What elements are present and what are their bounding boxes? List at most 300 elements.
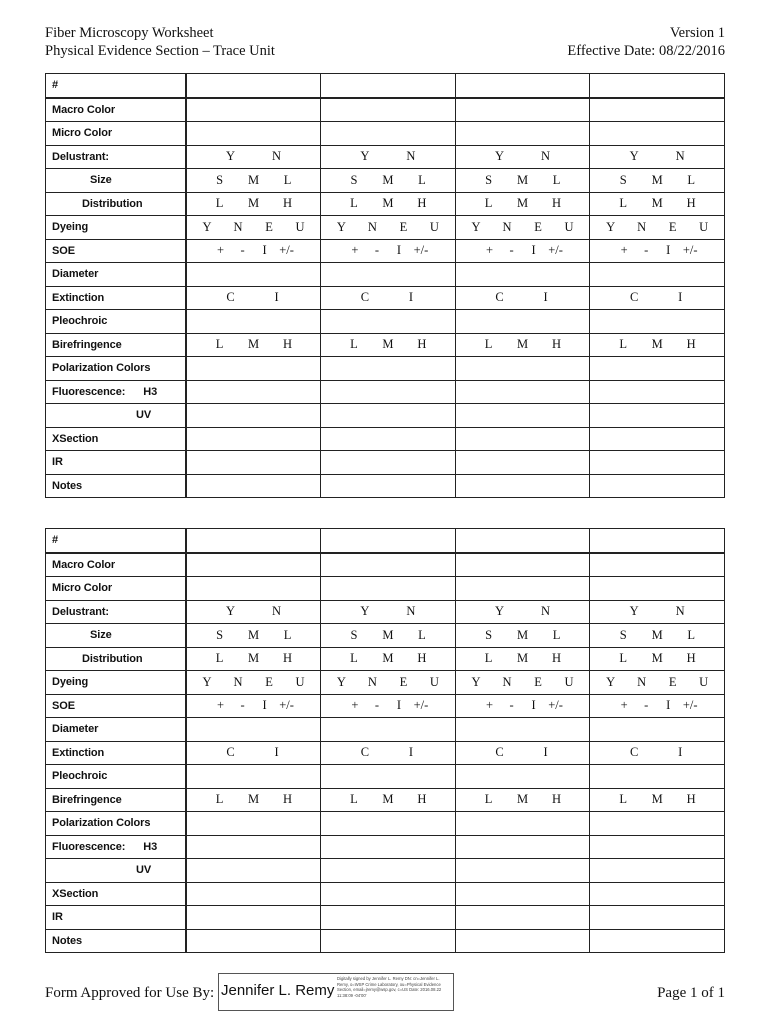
option-size[interactable]: S	[350, 172, 358, 187]
option-delustrant[interactable]: N	[272, 149, 282, 164]
sample-cell[interactable]	[590, 812, 725, 836]
option-size[interactable]: L	[418, 627, 426, 642]
sample-cell[interactable]	[186, 741, 321, 765]
option-distribution[interactable]: H	[552, 651, 562, 666]
option-soe[interactable]: I	[396, 243, 402, 258]
option-birefringence[interactable]: H	[552, 792, 562, 807]
option-soe[interactable]: -	[644, 698, 649, 713]
option-soe[interactable]: I	[262, 243, 267, 258]
option-extinction[interactable]: C	[226, 290, 235, 305]
sample-cell[interactable]	[321, 577, 456, 601]
option-size[interactable]: M	[651, 627, 663, 642]
option-size[interactable]: M	[248, 627, 260, 642]
option-distribution[interactable]: H	[283, 651, 293, 666]
sample-cell[interactable]	[455, 286, 590, 310]
option-distribution[interactable]: M	[517, 651, 529, 666]
sample-cell[interactable]	[321, 122, 456, 146]
sample-cell[interactable]	[590, 263, 725, 287]
sample-cell[interactable]	[455, 216, 590, 240]
option-distribution[interactable]: H	[283, 196, 293, 211]
sample-cell[interactable]	[590, 239, 725, 263]
option-soe[interactable]: -	[240, 698, 245, 713]
sample-cell[interactable]	[455, 694, 590, 718]
option-birefringence[interactable]: M	[651, 337, 663, 352]
option-distribution[interactable]: M	[651, 651, 663, 666]
sample-cell[interactable]	[455, 577, 590, 601]
sample-cell[interactable]	[186, 216, 321, 240]
option-dyeing[interactable]: Y	[202, 674, 212, 689]
sample-cell[interactable]	[186, 145, 321, 169]
sample-cell[interactable]	[186, 859, 321, 883]
sample-cell[interactable]	[590, 474, 725, 498]
sample-cell[interactable]	[590, 98, 725, 122]
option-birefringence[interactable]: H	[283, 337, 293, 352]
option-delustrant[interactable]: Y	[629, 149, 639, 164]
option-extinction[interactable]: I	[678, 745, 683, 760]
option-soe[interactable]: -	[509, 243, 514, 258]
option-size[interactable]: L	[552, 627, 561, 642]
option-distribution[interactable]: L	[215, 651, 224, 666]
option-extinction[interactable]: I	[678, 290, 683, 305]
sample-cell[interactable]	[321, 929, 456, 953]
sample-cell[interactable]	[186, 694, 321, 718]
sample-cell[interactable]	[455, 835, 590, 859]
option-distribution[interactable]: L	[350, 651, 358, 666]
sample-cell[interactable]	[590, 169, 725, 193]
option-birefringence[interactable]: H	[686, 337, 696, 352]
option-dyeing[interactable]: U	[564, 674, 574, 689]
sample-cell[interactable]	[455, 765, 590, 789]
sample-cell[interactable]	[455, 74, 590, 98]
sample-cell[interactable]	[590, 427, 725, 451]
option-dyeing[interactable]: E	[668, 219, 677, 234]
option-delustrant[interactable]: Y	[495, 604, 505, 619]
option-birefringence[interactable]: L	[619, 337, 627, 352]
sample-cell[interactable]	[455, 474, 590, 498]
sample-cell[interactable]	[186, 788, 321, 812]
sample-cell[interactable]	[186, 357, 321, 381]
sample-cell[interactable]	[590, 357, 725, 381]
sample-cell[interactable]	[455, 239, 590, 263]
sample-cell[interactable]	[321, 788, 456, 812]
option-extinction[interactable]: C	[630, 290, 639, 305]
sample-cell[interactable]	[590, 529, 725, 553]
sample-cell[interactable]	[321, 553, 456, 577]
option-extinction[interactable]: C	[630, 745, 639, 760]
option-delustrant[interactable]: Y	[226, 149, 236, 164]
option-birefringence[interactable]: L	[484, 337, 493, 352]
sample-cell[interactable]	[590, 74, 725, 98]
option-delustrant[interactable]: N	[406, 149, 416, 164]
option-dyeing[interactable]: Y	[606, 674, 616, 689]
sample-cell[interactable]	[590, 333, 725, 357]
option-size[interactable]: S	[485, 627, 493, 642]
option-dyeing[interactable]: U	[429, 219, 439, 234]
option-delustrant[interactable]: N	[675, 604, 685, 619]
sample-cell[interactable]	[321, 192, 456, 216]
sample-cell[interactable]	[455, 98, 590, 122]
option-birefringence[interactable]: M	[517, 792, 529, 807]
option-size[interactable]: L	[283, 172, 292, 187]
sample-cell[interactable]	[321, 765, 456, 789]
option-delustrant[interactable]: N	[541, 604, 551, 619]
option-size[interactable]: L	[552, 172, 561, 187]
sample-cell[interactable]	[186, 98, 321, 122]
option-distribution[interactable]: L	[484, 651, 493, 666]
option-birefringence[interactable]: H	[552, 337, 562, 352]
sample-cell[interactable]	[186, 286, 321, 310]
sample-cell[interactable]	[321, 310, 456, 334]
option-soe[interactable]: +	[486, 243, 494, 258]
sample-cell[interactable]	[590, 929, 725, 953]
option-delustrant[interactable]: Y	[360, 149, 370, 164]
option-extinction[interactable]: I	[408, 290, 414, 305]
sample-cell[interactable]	[321, 145, 456, 169]
option-soe[interactable]: +/-	[279, 698, 294, 713]
option-size[interactable]: M	[517, 627, 529, 642]
option-birefringence[interactable]: H	[686, 792, 696, 807]
option-birefringence[interactable]: L	[350, 792, 358, 807]
sample-cell[interactable]	[455, 122, 590, 146]
sample-cell[interactable]	[186, 529, 321, 553]
option-size[interactable]: S	[619, 627, 627, 642]
option-birefringence[interactable]: L	[215, 337, 224, 352]
sample-cell[interactable]	[455, 529, 590, 553]
option-size[interactable]: M	[382, 627, 394, 642]
sample-cell[interactable]	[590, 741, 725, 765]
option-soe[interactable]: +/-	[279, 243, 294, 258]
sample-cell[interactable]	[590, 310, 725, 334]
sample-cell[interactable]	[186, 239, 321, 263]
sample-cell[interactable]	[186, 577, 321, 601]
option-soe[interactable]: +/-	[413, 243, 429, 258]
option-distribution[interactable]: L	[215, 196, 224, 211]
option-soe[interactable]: +/-	[548, 698, 563, 713]
option-size[interactable]: M	[517, 172, 529, 187]
sample-cell[interactable]	[321, 404, 456, 428]
sample-cell[interactable]	[186, 380, 321, 404]
option-dyeing[interactable]: N	[502, 219, 512, 234]
sample-cell[interactable]	[590, 122, 725, 146]
sample-cell[interactable]	[186, 835, 321, 859]
option-soe[interactable]: -	[644, 243, 649, 258]
sample-cell[interactable]	[590, 216, 725, 240]
sample-cell[interactable]	[186, 765, 321, 789]
sample-cell[interactable]	[321, 216, 456, 240]
option-distribution[interactable]: L	[619, 651, 627, 666]
option-delustrant[interactable]: Y	[495, 149, 505, 164]
sample-cell[interactable]	[321, 451, 456, 475]
option-soe[interactable]: I	[531, 698, 536, 713]
option-distribution[interactable]: L	[350, 196, 358, 211]
sample-cell[interactable]	[455, 380, 590, 404]
sample-cell[interactable]	[186, 451, 321, 475]
option-distribution[interactable]: M	[651, 196, 663, 211]
sample-cell[interactable]	[455, 671, 590, 695]
sample-cell[interactable]	[455, 333, 590, 357]
option-dyeing[interactable]: U	[699, 674, 709, 689]
sample-cell[interactable]	[321, 427, 456, 451]
sample-cell[interactable]	[590, 835, 725, 859]
sample-cell[interactable]	[321, 694, 456, 718]
option-soe[interactable]: +	[486, 698, 494, 713]
option-dyeing[interactable]: N	[367, 674, 377, 689]
option-birefringence[interactable]: M	[651, 792, 663, 807]
sample-cell[interactable]	[186, 404, 321, 428]
sample-cell[interactable]	[321, 380, 456, 404]
sample-cell[interactable]	[590, 600, 725, 624]
option-delustrant[interactable]: Y	[360, 604, 370, 619]
option-size[interactable]: S	[216, 627, 224, 642]
sample-cell[interactable]	[455, 357, 590, 381]
option-extinction[interactable]: C	[226, 745, 235, 760]
option-dyeing[interactable]: E	[399, 674, 408, 689]
sample-cell[interactable]	[455, 553, 590, 577]
option-dyeing[interactable]: N	[637, 674, 647, 689]
option-dyeing[interactable]: E	[265, 674, 273, 689]
sample-cell[interactable]	[590, 882, 725, 906]
sample-cell[interactable]	[186, 122, 321, 146]
option-extinction[interactable]: I	[408, 745, 414, 760]
sample-cell[interactable]	[590, 286, 725, 310]
option-delustrant[interactable]: N	[272, 604, 282, 619]
option-soe[interactable]: -	[374, 698, 380, 713]
sample-cell[interactable]	[186, 929, 321, 953]
sample-cell[interactable]	[186, 600, 321, 624]
sample-cell[interactable]	[321, 333, 456, 357]
option-delustrant[interactable]: N	[406, 604, 416, 619]
option-soe[interactable]: -	[240, 243, 245, 258]
sample-cell[interactable]	[455, 451, 590, 475]
sample-cell[interactable]	[455, 600, 590, 624]
sample-cell[interactable]	[455, 812, 590, 836]
option-soe[interactable]: +	[620, 243, 628, 258]
option-soe[interactable]: I	[666, 243, 671, 258]
option-dyeing[interactable]: Y	[471, 219, 481, 234]
sample-cell[interactable]	[321, 74, 456, 98]
option-soe[interactable]: +/-	[413, 698, 429, 713]
option-soe[interactable]: +	[620, 698, 628, 713]
sample-cell[interactable]	[321, 741, 456, 765]
sample-cell[interactable]	[186, 74, 321, 98]
sample-cell[interactable]	[590, 380, 725, 404]
option-birefringence[interactable]: M	[248, 337, 260, 352]
option-extinction[interactable]: C	[495, 745, 504, 760]
option-dyeing[interactable]: U	[295, 674, 305, 689]
sample-cell[interactable]	[321, 474, 456, 498]
sample-cell[interactable]	[186, 906, 321, 930]
sample-cell[interactable]	[186, 333, 321, 357]
option-birefringence[interactable]: L	[350, 337, 358, 352]
option-birefringence[interactable]: H	[417, 792, 427, 807]
option-soe[interactable]: I	[262, 698, 267, 713]
sample-cell[interactable]	[455, 718, 590, 742]
option-soe[interactable]: +	[217, 243, 225, 258]
sample-cell[interactable]	[455, 624, 590, 648]
option-dyeing[interactable]: Y	[606, 219, 616, 234]
option-soe[interactable]: +	[351, 243, 359, 258]
option-soe[interactable]: -	[509, 698, 514, 713]
option-size[interactable]: L	[687, 172, 695, 187]
option-distribution[interactable]: L	[484, 196, 493, 211]
sample-cell[interactable]	[455, 310, 590, 334]
sample-cell[interactable]	[321, 239, 456, 263]
option-extinction[interactable]: I	[274, 290, 279, 305]
option-dyeing[interactable]: E	[265, 219, 273, 234]
sample-cell[interactable]	[321, 263, 456, 287]
option-soe[interactable]: I	[531, 243, 536, 258]
option-dyeing[interactable]: N	[367, 219, 377, 234]
sample-cell[interactable]	[186, 882, 321, 906]
option-dyeing[interactable]: Y	[336, 219, 346, 234]
sample-cell[interactable]	[186, 812, 321, 836]
option-dyeing[interactable]: E	[534, 674, 542, 689]
sample-cell[interactable]	[590, 145, 725, 169]
sample-cell[interactable]	[590, 788, 725, 812]
option-size[interactable]: M	[248, 172, 260, 187]
option-delustrant[interactable]: Y	[226, 604, 236, 619]
sample-cell[interactable]	[455, 145, 590, 169]
option-birefringence[interactable]: L	[484, 792, 493, 807]
option-soe[interactable]: I	[396, 698, 402, 713]
sample-cell[interactable]	[455, 404, 590, 428]
sample-cell[interactable]	[186, 192, 321, 216]
option-distribution[interactable]: L	[619, 196, 627, 211]
option-dyeing[interactable]: U	[699, 219, 709, 234]
sample-cell[interactable]	[590, 859, 725, 883]
sample-cell[interactable]	[455, 929, 590, 953]
sample-cell[interactable]	[186, 624, 321, 648]
option-size[interactable]: S	[350, 627, 358, 642]
option-dyeing[interactable]: Y	[471, 674, 481, 689]
option-dyeing[interactable]: U	[429, 674, 439, 689]
option-size[interactable]: M	[651, 172, 663, 187]
sample-cell[interactable]	[321, 647, 456, 671]
sample-cell[interactable]	[590, 765, 725, 789]
option-distribution[interactable]: M	[382, 651, 394, 666]
option-dyeing[interactable]: N	[637, 219, 647, 234]
sample-cell[interactable]	[590, 718, 725, 742]
option-dyeing[interactable]: E	[399, 219, 408, 234]
option-size[interactable]: L	[418, 172, 426, 187]
option-birefringence[interactable]: L	[215, 792, 224, 807]
option-size[interactable]: L	[687, 627, 695, 642]
option-distribution[interactable]: M	[382, 196, 394, 211]
option-soe[interactable]: +/-	[682, 243, 698, 258]
option-extinction[interactable]: C	[495, 290, 504, 305]
sample-cell[interactable]	[590, 906, 725, 930]
sample-cell[interactable]	[590, 624, 725, 648]
sample-cell[interactable]	[455, 192, 590, 216]
option-delustrant[interactable]: N	[541, 149, 551, 164]
sample-cell[interactable]	[186, 647, 321, 671]
sample-cell[interactable]	[321, 529, 456, 553]
sample-cell[interactable]	[455, 788, 590, 812]
option-dyeing[interactable]: Y	[336, 674, 346, 689]
sample-cell[interactable]	[186, 427, 321, 451]
sample-cell[interactable]	[321, 357, 456, 381]
sample-cell[interactable]	[455, 169, 590, 193]
option-distribution[interactable]: H	[417, 651, 427, 666]
option-distribution[interactable]: H	[552, 196, 562, 211]
option-dyeing[interactable]: N	[502, 674, 512, 689]
sample-cell[interactable]	[590, 192, 725, 216]
sample-cell[interactable]	[321, 906, 456, 930]
option-soe[interactable]: -	[374, 243, 380, 258]
option-dyeing[interactable]: E	[534, 219, 542, 234]
option-birefringence[interactable]: H	[417, 337, 427, 352]
option-soe[interactable]: +	[351, 698, 359, 713]
option-distribution[interactable]: H	[686, 196, 696, 211]
sample-cell[interactable]	[186, 474, 321, 498]
option-dyeing[interactable]: Y	[202, 219, 212, 234]
option-distribution[interactable]: H	[686, 651, 696, 666]
option-soe[interactable]: +/-	[682, 698, 698, 713]
option-birefringence[interactable]: M	[517, 337, 529, 352]
option-extinction[interactable]: C	[360, 290, 370, 305]
option-extinction[interactable]: I	[543, 745, 548, 760]
option-dyeing[interactable]: U	[295, 219, 305, 234]
sample-cell[interactable]	[321, 835, 456, 859]
sample-cell[interactable]	[321, 286, 456, 310]
sample-cell[interactable]	[455, 647, 590, 671]
sample-cell[interactable]	[321, 882, 456, 906]
sample-cell[interactable]	[455, 741, 590, 765]
option-birefringence[interactable]: M	[248, 792, 260, 807]
option-extinction[interactable]: C	[360, 745, 370, 760]
option-extinction[interactable]: I	[543, 290, 548, 305]
sample-cell[interactable]	[321, 98, 456, 122]
option-delustrant[interactable]: N	[675, 149, 685, 164]
sample-cell[interactable]	[590, 647, 725, 671]
option-extinction[interactable]: I	[274, 745, 279, 760]
sample-cell[interactable]	[455, 859, 590, 883]
option-size[interactable]: S	[485, 172, 493, 187]
sample-cell[interactable]	[186, 553, 321, 577]
option-dyeing[interactable]: U	[564, 219, 574, 234]
sample-cell[interactable]	[590, 404, 725, 428]
sample-cell[interactable]	[455, 263, 590, 287]
option-delustrant[interactable]: Y	[629, 604, 639, 619]
sample-cell[interactable]	[321, 812, 456, 836]
option-distribution[interactable]: M	[248, 196, 260, 211]
sample-cell[interactable]	[590, 577, 725, 601]
option-dyeing[interactable]: N	[233, 674, 243, 689]
sample-cell[interactable]	[455, 882, 590, 906]
sample-cell[interactable]	[186, 671, 321, 695]
sample-cell[interactable]	[455, 427, 590, 451]
sample-cell[interactable]	[321, 600, 456, 624]
sample-cell[interactable]	[321, 671, 456, 695]
option-distribution[interactable]: M	[248, 651, 260, 666]
option-birefringence[interactable]: H	[283, 792, 293, 807]
sample-cell[interactable]	[321, 718, 456, 742]
option-distribution[interactable]: H	[417, 196, 427, 211]
option-dyeing[interactable]: E	[668, 674, 677, 689]
sample-cell[interactable]	[186, 718, 321, 742]
option-birefringence[interactable]: M	[382, 337, 394, 352]
option-dyeing[interactable]: N	[233, 219, 243, 234]
sample-cell[interactable]	[321, 169, 456, 193]
sample-cell[interactable]	[590, 553, 725, 577]
option-birefringence[interactable]: L	[619, 792, 627, 807]
sample-cell[interactable]	[186, 310, 321, 334]
sample-cell[interactable]	[321, 859, 456, 883]
sample-cell[interactable]	[590, 451, 725, 475]
sample-cell[interactable]	[321, 624, 456, 648]
option-size[interactable]: M	[382, 172, 394, 187]
option-birefringence[interactable]: M	[382, 792, 394, 807]
